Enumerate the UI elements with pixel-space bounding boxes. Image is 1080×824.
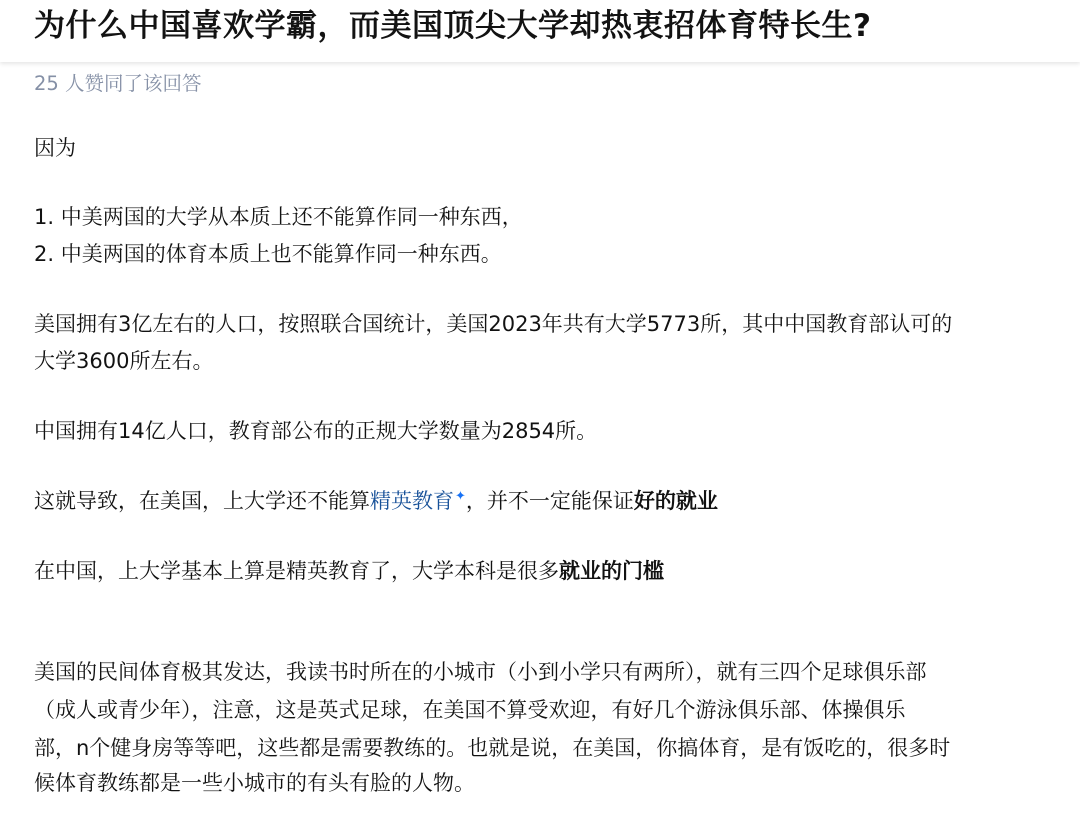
paragraph-us-elite-text: 这就导致，在美国，上大学还不能算	[34, 489, 370, 513]
paragraph-cn-population: 中国拥有14亿人口，教育部公布的正规大学数量为2854所。	[34, 419, 598, 443]
voters-count[interactable]: 25 人赞同了该回答	[34, 72, 202, 95]
list-item-2: 2. 中美两国的体育本质上也不能算作同一种东西。	[34, 242, 502, 266]
employment-threshold-bold: 就业的门槛	[559, 559, 664, 583]
spark-icon: ✦	[455, 489, 466, 504]
paragraph-us-elite	[34, 484, 718, 522]
paragraph-us-population-line-2: 大学3600所左右。	[34, 349, 214, 373]
paragraph-sports-line-2: （成人或青少年），注意，这是英式足球，在美国不算受欢迎，有好几个游泳俱乐部、体操俱乐	[34, 698, 906, 722]
paragraph-sports-line-4: 候体育教练都是一些小城市的有头有脸的人物。	[34, 771, 475, 795]
paragraph-cn-elite	[34, 554, 664, 589]
question-title[interactable]: 为什么中国喜欢学霸，而美国顶尖大学却热衷招体育特长生?	[34, 8, 872, 44]
paragraph-us-population-line-1: 美国拥有3亿左右的人口，按照联合国统计，美国2023年共有大学5773所，其中中国教育部认可的	[34, 312, 953, 336]
list-item-1: 1. 中美两国的大学从本质上还不能算作同一种东西，	[34, 205, 523, 229]
elite-education-link[interactable]: 精英教育✦	[370, 489, 466, 513]
answer-intro: 因为	[34, 136, 76, 160]
paragraph-sports-line-1: 美国的民间体育极其发达，我读书时所在的小城市（小到小学只有两所），就有三四个足球俱乐部	[34, 660, 927, 684]
good-employment-bold: 好的就业	[633, 489, 718, 513]
paragraph-cn-elite-text: 在中国，上大学基本上算是精英教育了，大学本科是很多	[34, 559, 559, 583]
question-header	[0, 0, 1080, 62]
paragraph-sports-line-3: 部，n个健身房等等吧，这些都是需要教练的。也就是说，在美国，你搞体育，是有饭吃的，很多时	[34, 736, 951, 760]
paragraph-us-elite-text-2: ，并不一定能保证	[465, 489, 634, 513]
